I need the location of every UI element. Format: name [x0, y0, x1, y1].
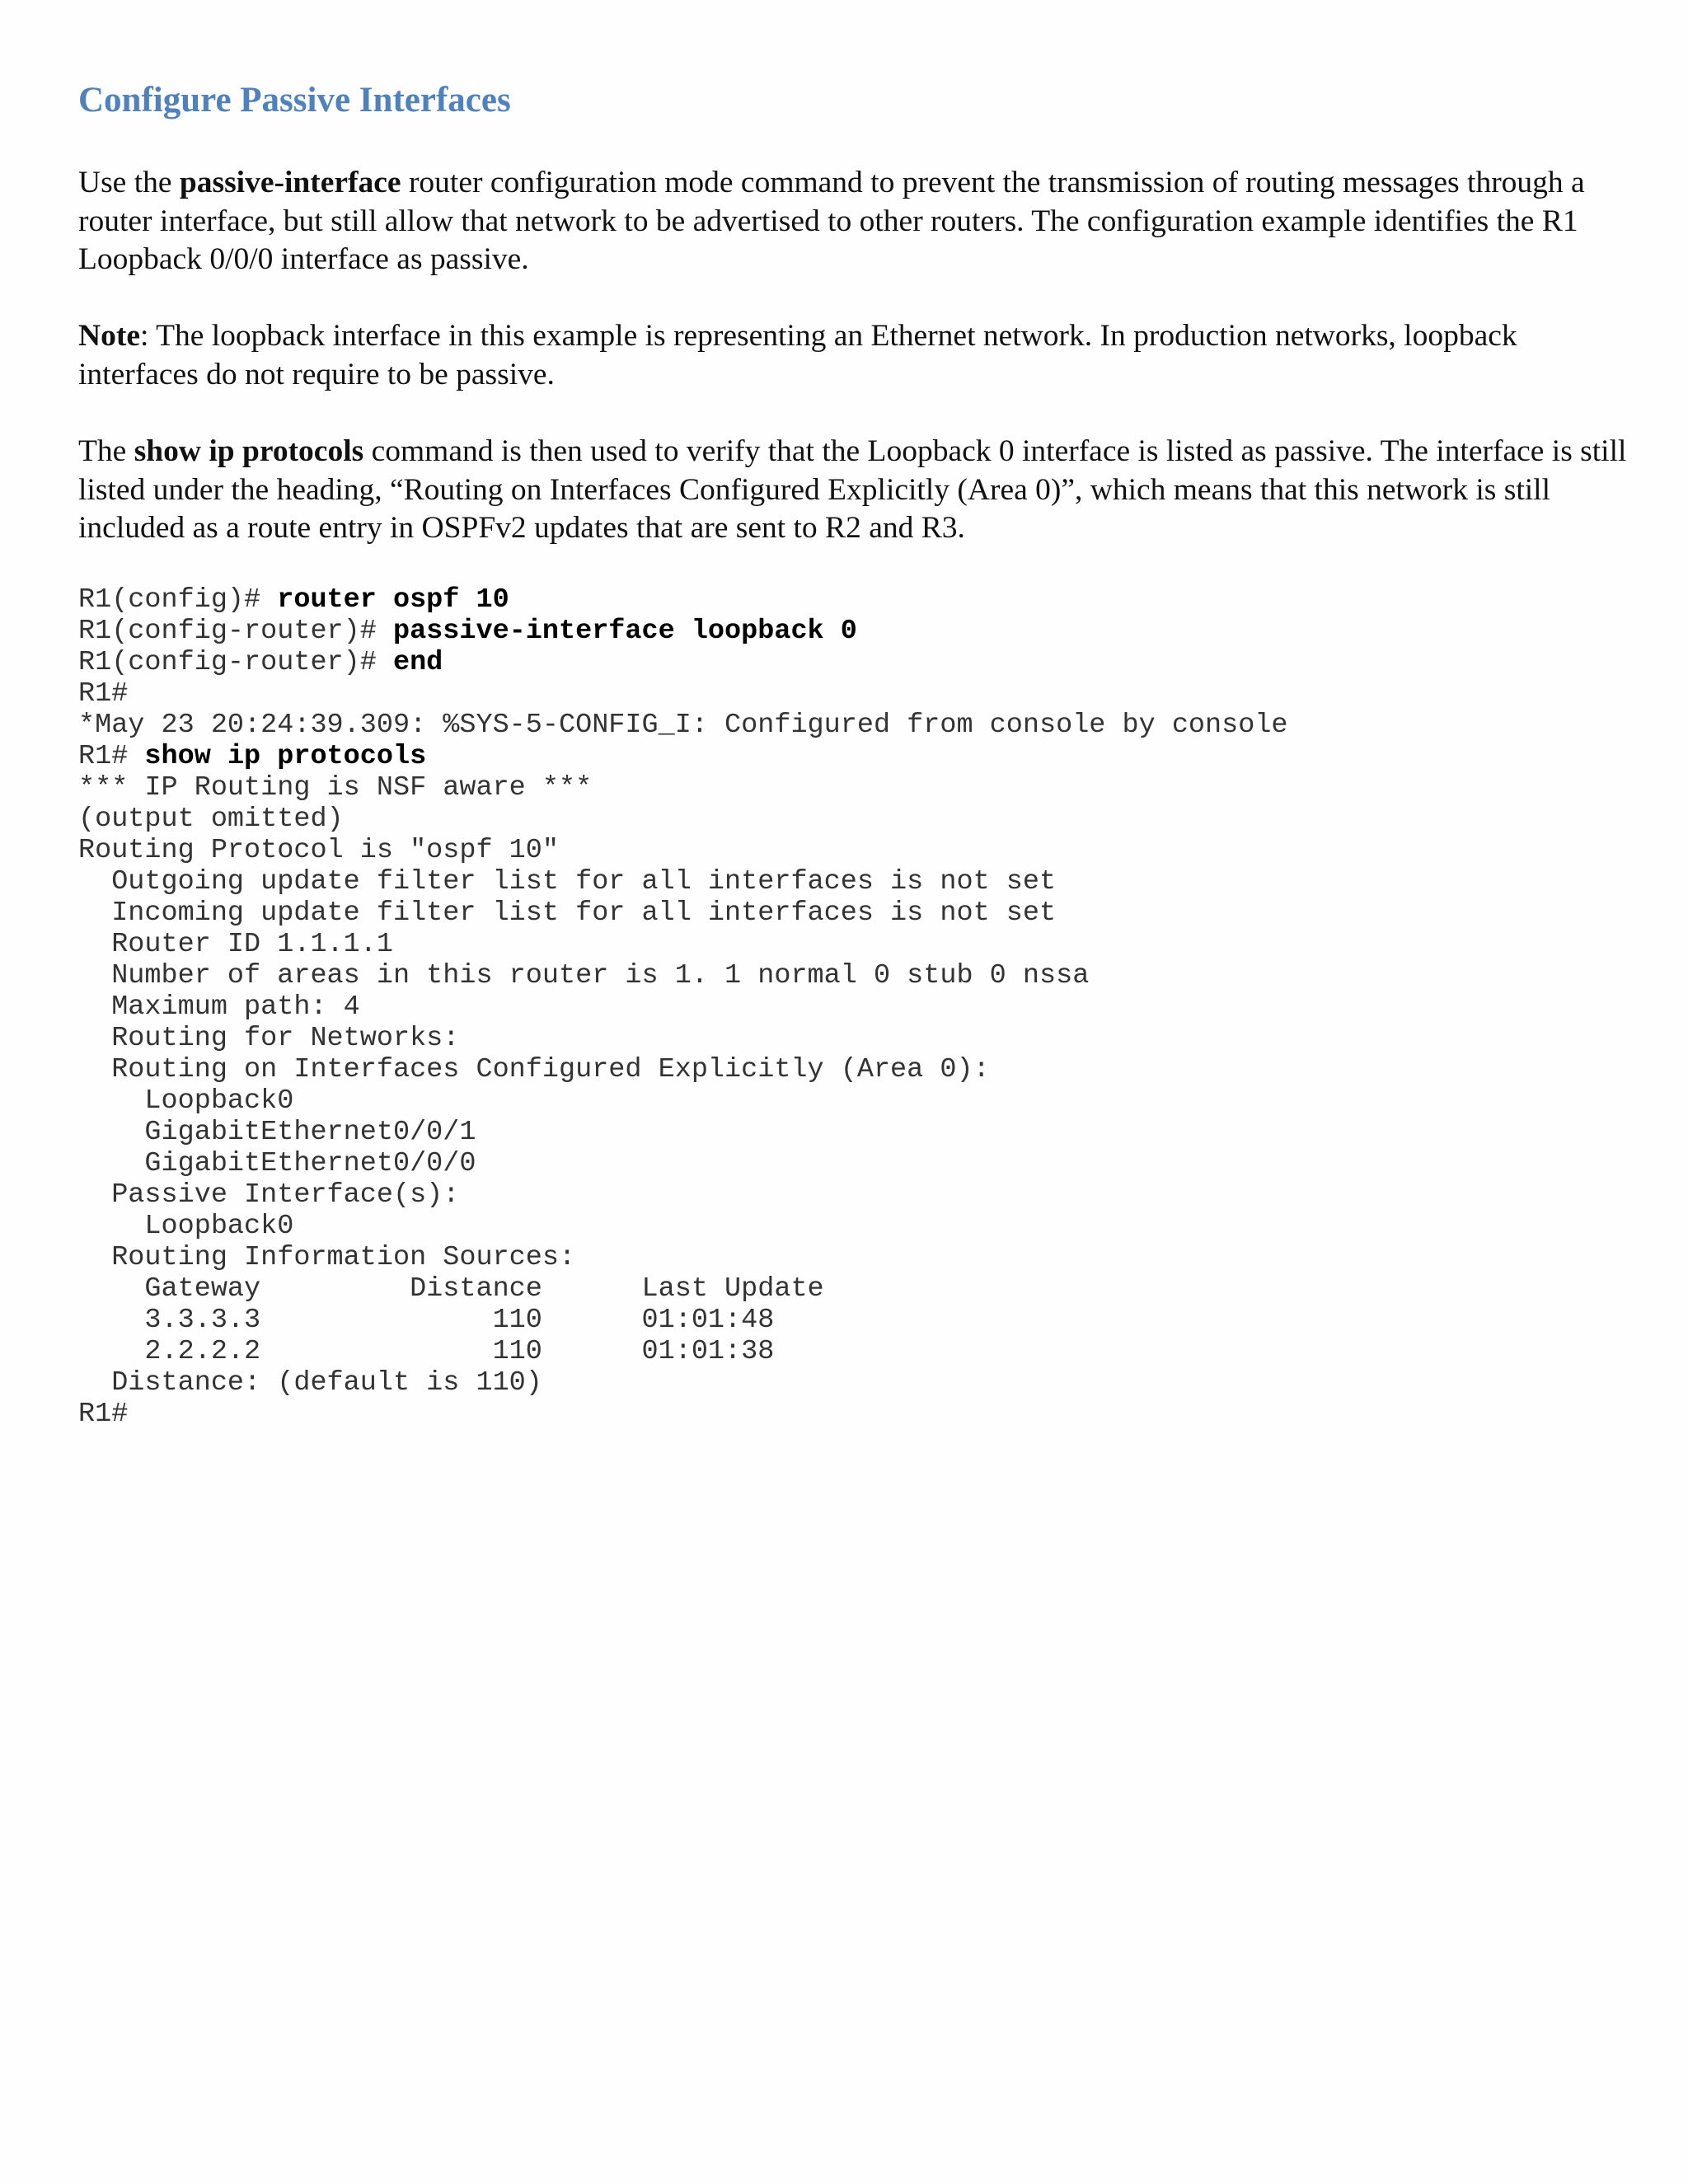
- terminal-line: [78, 866, 1288, 898]
- terminal-output: [78, 584, 1288, 1430]
- passive-interface-keyword: passive-interface: [179, 166, 401, 199]
- terminal-text: Gateway Distance Last Update: [78, 1273, 824, 1305]
- terminal-line: [78, 1085, 1288, 1117]
- terminal-text: Passive Interface(s):: [78, 1179, 460, 1211]
- intro-text-before: Use the: [78, 166, 180, 199]
- terminal-line: [78, 1399, 1288, 1430]
- terminal-line: [78, 1305, 1288, 1336]
- terminal-text: 2.2.2.2 110 01:01:38: [78, 1336, 775, 1367]
- terminal-text: Router ID 1.1.1.1: [78, 929, 393, 960]
- terminal-line: [78, 772, 1288, 804]
- terminal-text: R1#: [78, 678, 129, 710]
- terminal-text: *** IP Routing is NSF aware ***: [78, 772, 593, 804]
- terminal-text: Routing Protocol is "ospf 10": [78, 835, 559, 866]
- terminal-text: R1#: [78, 1399, 129, 1430]
- terminal-line: [78, 1054, 1288, 1085]
- terminal-line: [78, 616, 1288, 647]
- terminal-line: [78, 991, 1288, 1023]
- terminal-line: [78, 647, 1288, 678]
- terminal-line: [78, 1179, 1288, 1211]
- terminal-line: [78, 710, 1288, 741]
- terminal-command: router ospf 10: [277, 584, 509, 616]
- page-title: Configure Passive Interfaces: [78, 81, 511, 120]
- terminal-text: 3.3.3.3 110 01:01:48: [78, 1305, 775, 1336]
- terminal-text: GigabitEthernet0/0/0: [78, 1148, 476, 1179]
- terminal-line: [78, 1023, 1288, 1054]
- terminal-text: Routing on Interfaces Configured Explicitly (Area 0):: [78, 1054, 990, 1085]
- terminal-text: R1(config-router)#: [78, 616, 393, 647]
- terminal-command: end: [392, 647, 443, 678]
- terminal-text: Number of areas in this router is 1. 1 normal 0 stub 0 nssa: [78, 960, 1090, 991]
- terminal-line: [78, 898, 1288, 929]
- intro-text-after: router configuration mode command to prevent the transmission of routing messages through a router interface, but still allow that network to be advertised to other routers. The configuration example identifies the R1 Loopback 0/0/0 interface as passive.: [78, 166, 1585, 276]
- terminal-text: Routing for Networks:: [78, 1023, 460, 1054]
- terminal-line: [78, 835, 1288, 866]
- intro-paragraph: [78, 164, 1628, 279]
- terminal-line: [78, 678, 1288, 710]
- verify-text-before: The: [78, 434, 134, 468]
- terminal-line: [78, 1117, 1288, 1148]
- terminal-line: [78, 584, 1288, 616]
- terminal-line: [78, 1242, 1288, 1273]
- terminal-text: R1(config)#: [78, 584, 278, 616]
- verify-paragraph: [78, 433, 1628, 548]
- terminal-text: Maximum path: 4: [78, 991, 360, 1023]
- terminal-text: R1(config-router)#: [78, 647, 393, 678]
- terminal-line: [78, 804, 1288, 835]
- terminal-text: (output omitted): [78, 804, 344, 835]
- terminal-text: R1#: [78, 741, 145, 772]
- terminal-text: *May 23 20:24:39.309: %SYS-5-CONFIG_I: Configured from console by console: [78, 710, 1288, 741]
- terminal-command: show ip protocols: [144, 741, 427, 772]
- terminal-line: [78, 1367, 1288, 1399]
- terminal-line: [78, 741, 1288, 772]
- terminal-line: [78, 1148, 1288, 1179]
- note-paragraph: [78, 317, 1628, 394]
- terminal-command: passive-interface loopback 0: [392, 616, 857, 647]
- terminal-text: Distance: (default is 110): [78, 1367, 542, 1399]
- terminal-text: Loopback0: [78, 1085, 294, 1117]
- terminal-text: Loopback0: [78, 1211, 294, 1242]
- note-label: Note: [78, 319, 140, 353]
- terminal-line: [78, 1273, 1288, 1305]
- terminal-line: [78, 960, 1288, 991]
- note-text: : The loopback interface in this example is representing an Ethernet network. In production networks, loopback interfaces do not require to be passive.: [78, 319, 1517, 391]
- terminal-line: [78, 1211, 1288, 1242]
- terminal-line: [78, 929, 1288, 960]
- terminal-text: GigabitEthernet0/0/1: [78, 1117, 476, 1148]
- terminal-text: Outgoing update filter list for all interfaces is not set: [78, 866, 1057, 898]
- terminal-text: Incoming update filter list for all interfaces is not set: [78, 898, 1057, 929]
- show-ip-protocols-keyword: show ip protocols: [134, 434, 364, 468]
- terminal-text: Routing Information Sources:: [78, 1242, 576, 1273]
- terminal-line: [78, 1336, 1288, 1367]
- verify-text-after: command is then used to verify that the Loopback 0 interface is listed as passive. The interface is still listed under the heading, “Routing on Interfaces Configured Explicitly (Area 0)”, which means that this network is still included as a route entry in OSPFv2 updates that are sent to R2 and R3.: [78, 434, 1627, 545]
